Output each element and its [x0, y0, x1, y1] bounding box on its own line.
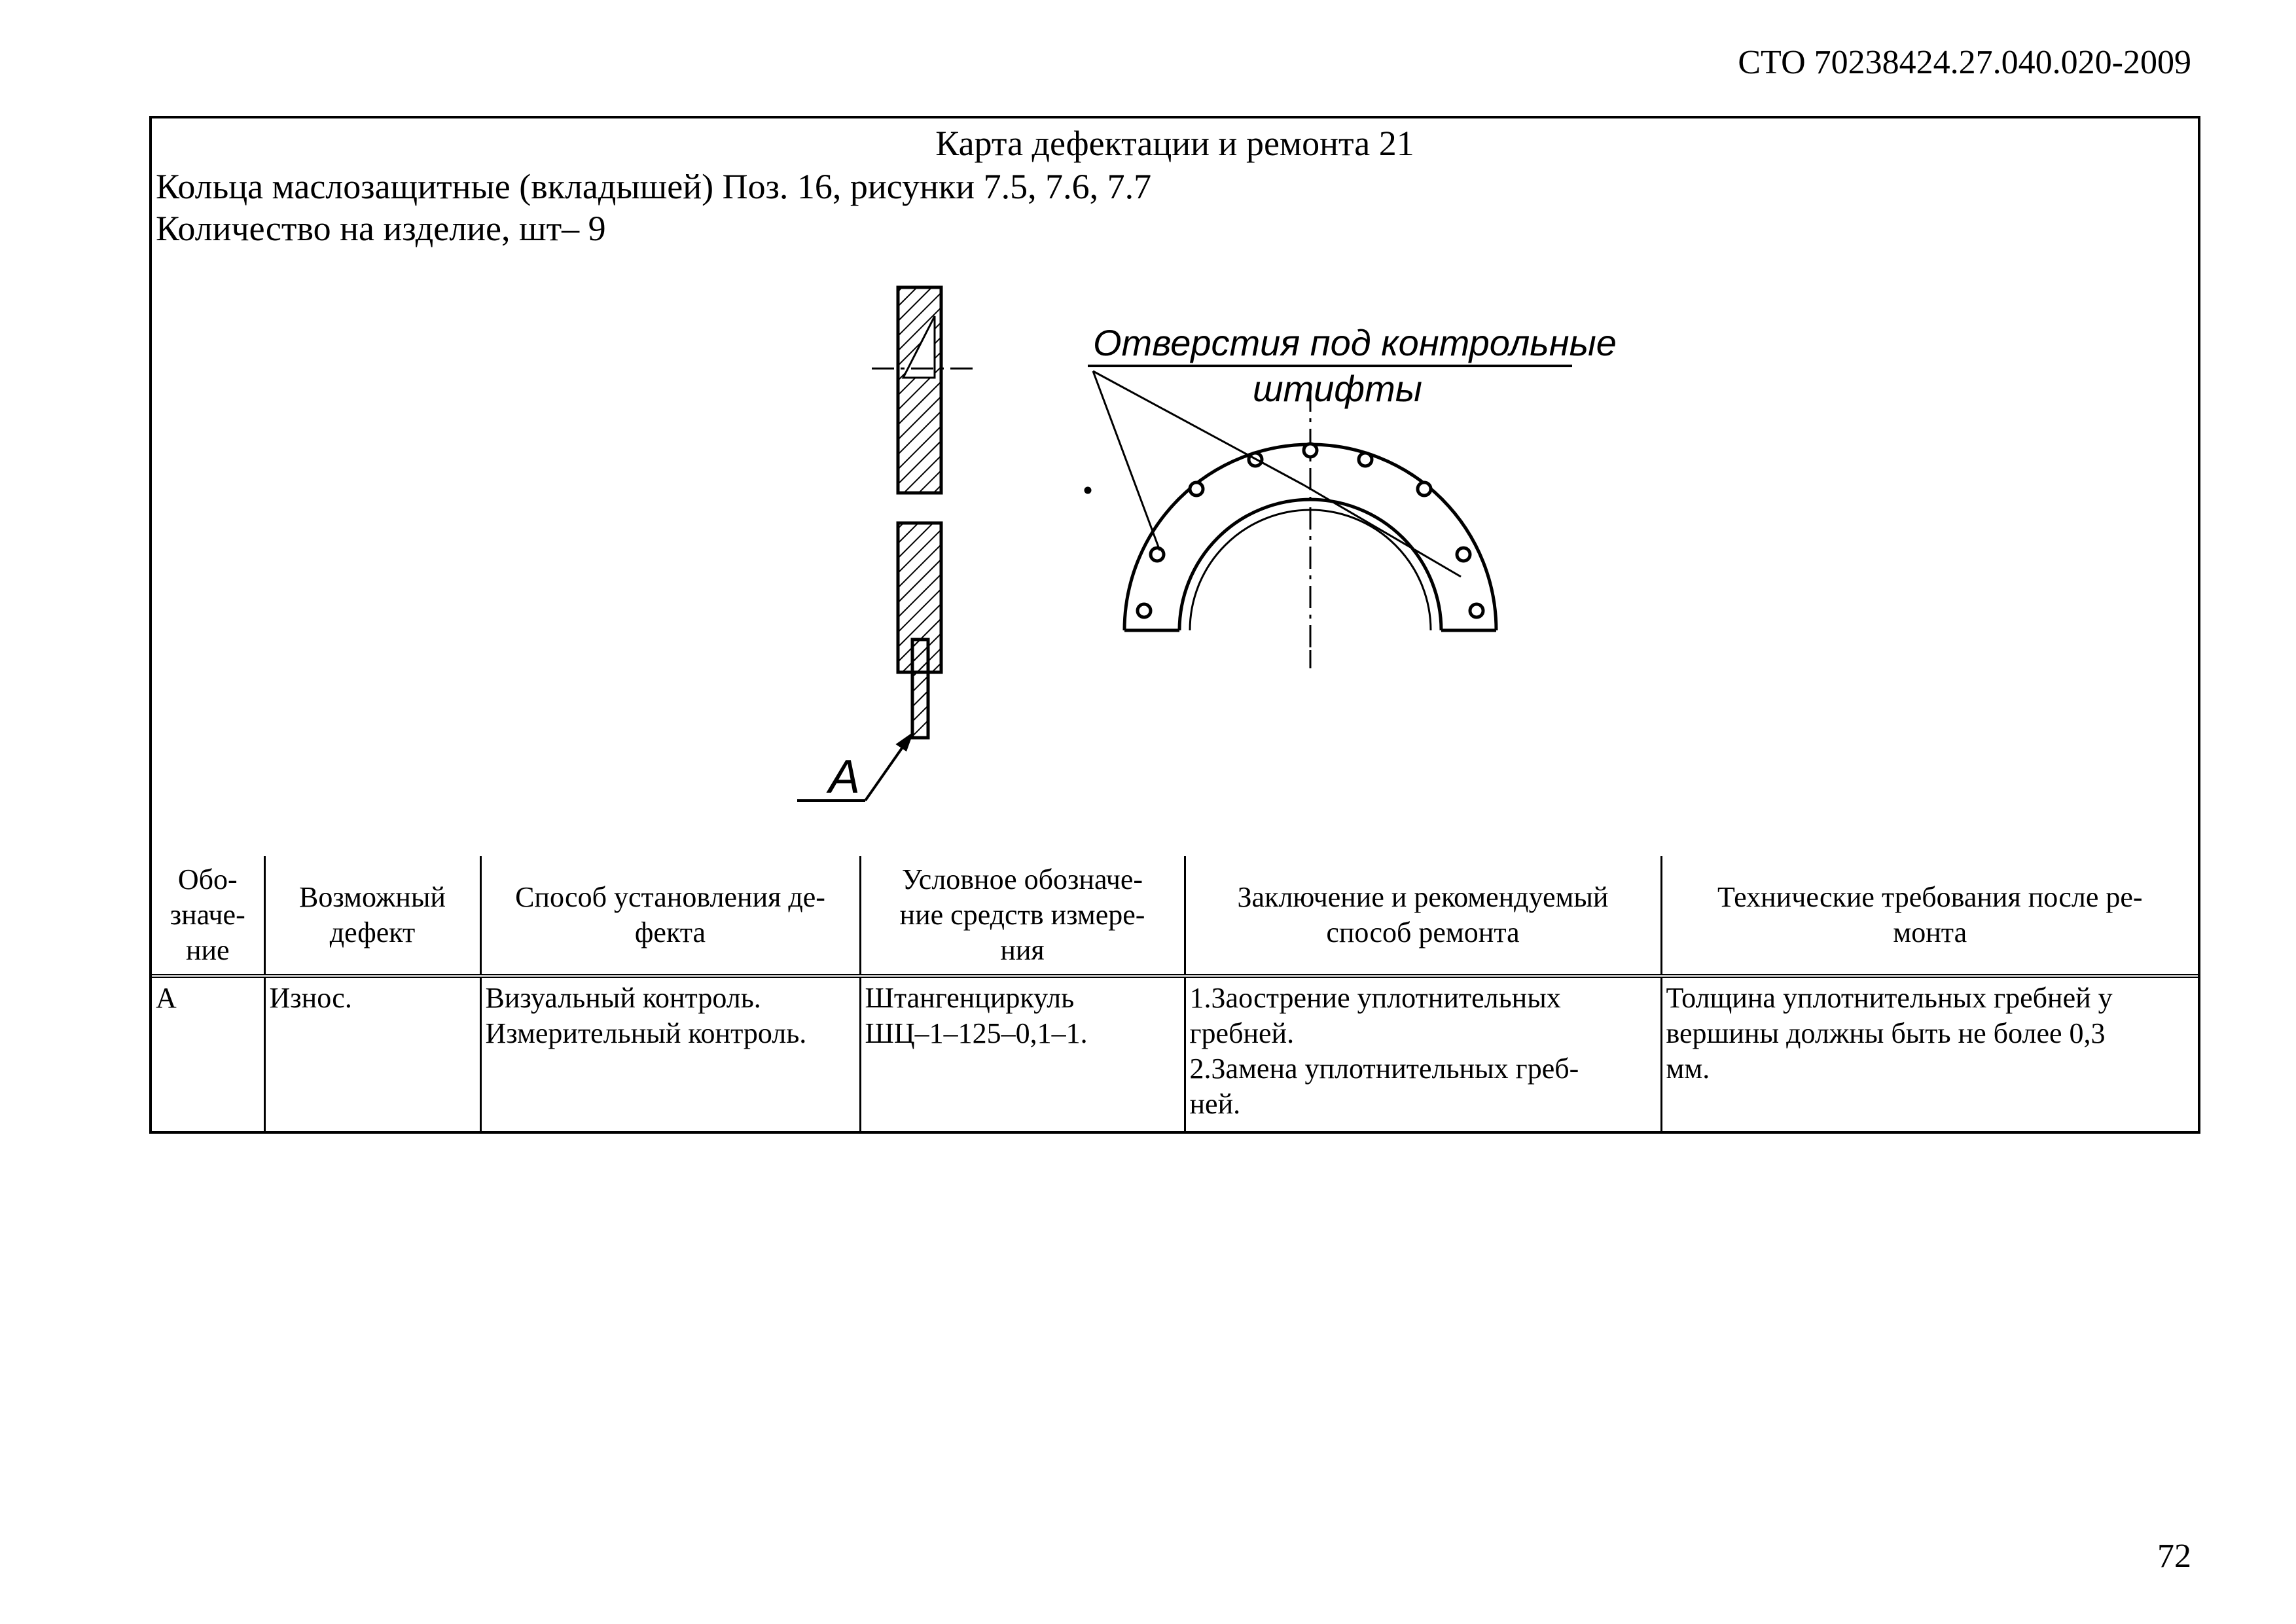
defect-marker-label: А [829, 751, 861, 803]
header-defect: Возможный дефект [264, 856, 480, 976]
header-requirements: Технические требования после ре- монта [1661, 856, 2198, 976]
card-header [152, 118, 2198, 856]
half-ring-front-view [1124, 389, 1496, 668]
card-subtitle: Кольца маслозащитные (вкладышей) Поз. 16, рисунки 7.5, 7.6, 7.7 [156, 167, 1152, 206]
cell-repair: 1.Заострение уплотнительных гребней. 2.Замена уплотнительных греб- ней. [1185, 976, 1661, 1131]
card-quantity: Количество на изделие, шт– 9 [156, 209, 606, 248]
cell-defect: Износ. [264, 976, 480, 1131]
defect-card [149, 116, 2200, 1134]
header-designation: Обо- значе- ние [152, 856, 264, 976]
technical-drawing [152, 118, 2198, 854]
page-number: 72 [2157, 1538, 2191, 1575]
ring-cross-section [872, 287, 977, 738]
header-method: Способ установления де- фекта [480, 856, 860, 976]
card-title: Карта дефектации и ремонта 21 [935, 124, 1414, 163]
callout-line-1: Отверстия под контрольные [1093, 322, 1617, 363]
document-code: СТО 70238424.27.040.020-2009 [1738, 44, 2191, 81]
header-instrument: Условное обозначе- ние средств измере- ния [860, 856, 1185, 976]
callout-line-2: штифты [1253, 368, 1422, 409]
cell-requirements: Толщина уплотнительных гребней у вершины должны быть не более 0,3 мм. [1661, 976, 2198, 1131]
defect-table [152, 856, 2198, 1131]
table-row [152, 976, 2198, 1131]
table-header-row [152, 856, 2198, 976]
cell-designation: А [152, 976, 264, 1131]
header-repair: Заключение и рекомендуемый способ ремонта [1185, 856, 1661, 976]
cell-method: Визуальный контроль. Измерительный контроль. [480, 976, 860, 1131]
cell-instrument: Штангенциркуль ШЦ–1–125–0,1–1. [860, 976, 1185, 1131]
